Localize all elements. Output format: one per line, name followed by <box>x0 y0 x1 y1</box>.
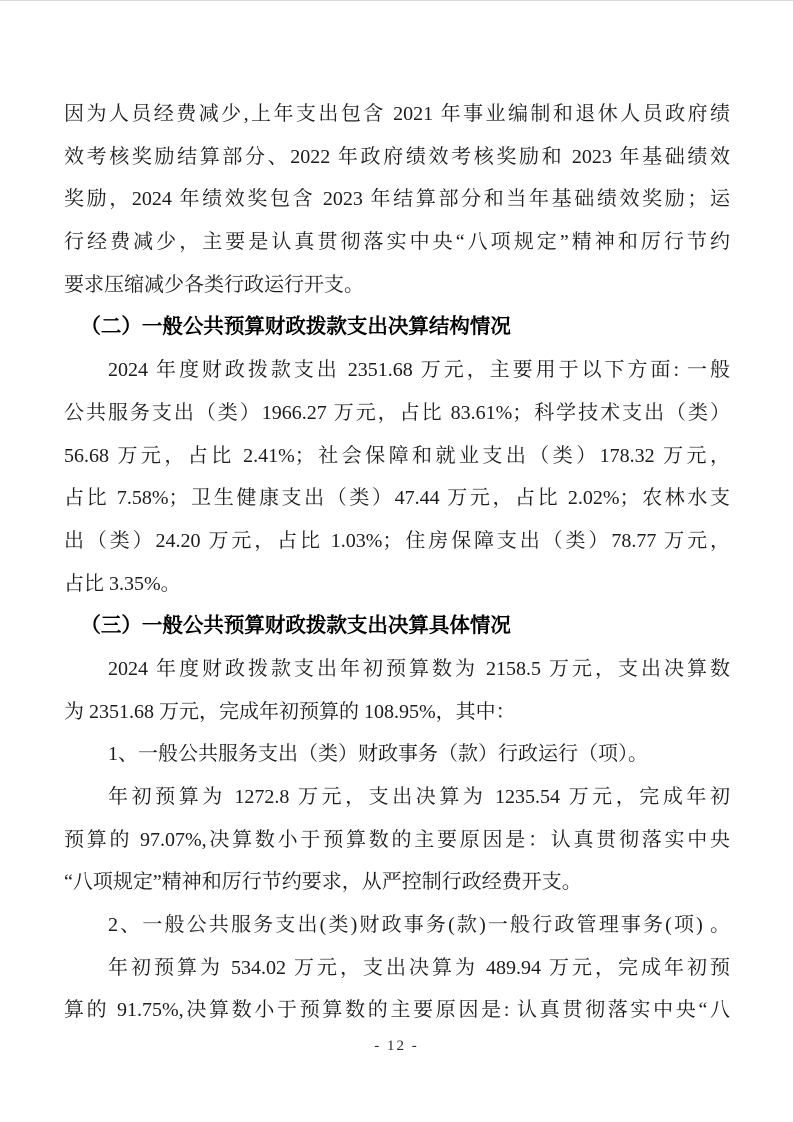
text-line: 行经费减少，主要是认真贯彻落实中央“八项规定”精神和厉行节约 <box>64 231 730 254</box>
page-top-edge <box>0 0 793 1</box>
text-line: 要求压缩减少各类行政运行开支。 <box>64 273 364 296</box>
text-line: 1、一般公共服务支出（类）财政事务（款）行政运行（项）。 <box>108 743 648 766</box>
text-line: 效考核奖励结算部分、2022 年政府绩效考核奖励和 2023 年基础绩效 <box>64 145 730 168</box>
text-line: 算的 91.75%,决算数小于预算数的主要原因是: 认真贯彻落实中央“八 <box>64 999 730 1022</box>
text-line: 年初预算为 534.02 万元，支出决算为 489.94 万元，完成年初预 <box>108 956 730 979</box>
text-line: 56.68 万元，占比 2.41%；社会保障和就业支出（类）178.32 万元， <box>64 444 730 467</box>
text-line: 占比 7.58%；卫生健康支出（类）47.44 万元，占比 2.02%；农林水支 <box>64 487 730 510</box>
text-line: 公共服务支出（类）1966.27 万元，占比 83.61%；科学技术支出（类） <box>64 401 730 424</box>
text-line: 出（类）24.20 万元，占比 1.03%；住房保障支出（类）78.77 万元， <box>64 529 730 552</box>
page-number: - 12 - <box>374 1038 419 1054</box>
section-heading: （二）一般公共预算财政拨款支出决算结构情况 <box>80 315 511 339</box>
text-line: 奖励，2024 年绩效奖包含 2023 年结算部分和当年基础绩效奖励；运 <box>64 188 730 211</box>
text-line: 2024 年度财政拨款支出年初预算数为 2158.5 万元，支出决算数 <box>108 657 730 680</box>
section-heading: （三）一般公共预算财政拨款支出决算具体情况 <box>80 614 511 638</box>
document-page <box>64 93 730 1032</box>
text-line: 年初预算为 1272.8 万元，支出决算为 1235.54 万元，完成年初 <box>108 786 730 808</box>
text-line: 因为人员经费减少,上年支出包含 2021 年事业编制和退休人员政府绩 <box>64 103 730 125</box>
text-line: 占比 3.35%。 <box>64 572 181 595</box>
text-line: 为 2351.68 万元，完成年初预算的 108.95%，其中： <box>64 700 516 723</box>
text-line: 2024 年度财政拨款支出 2351.68 万元，主要用于以下方面: 一般 <box>108 359 730 382</box>
text-line: “八项规定”精神和厉行节约要求，从严控制行政经费开支。 <box>64 871 582 894</box>
text-line: 2、一般公共服务支出(类)财政事务(款)一般行政管理事务(项) 。 <box>108 914 730 937</box>
text-line: 预算的 97.07%,决算数小于预算数的主要原因是：认真贯彻落实中央 <box>64 828 730 851</box>
